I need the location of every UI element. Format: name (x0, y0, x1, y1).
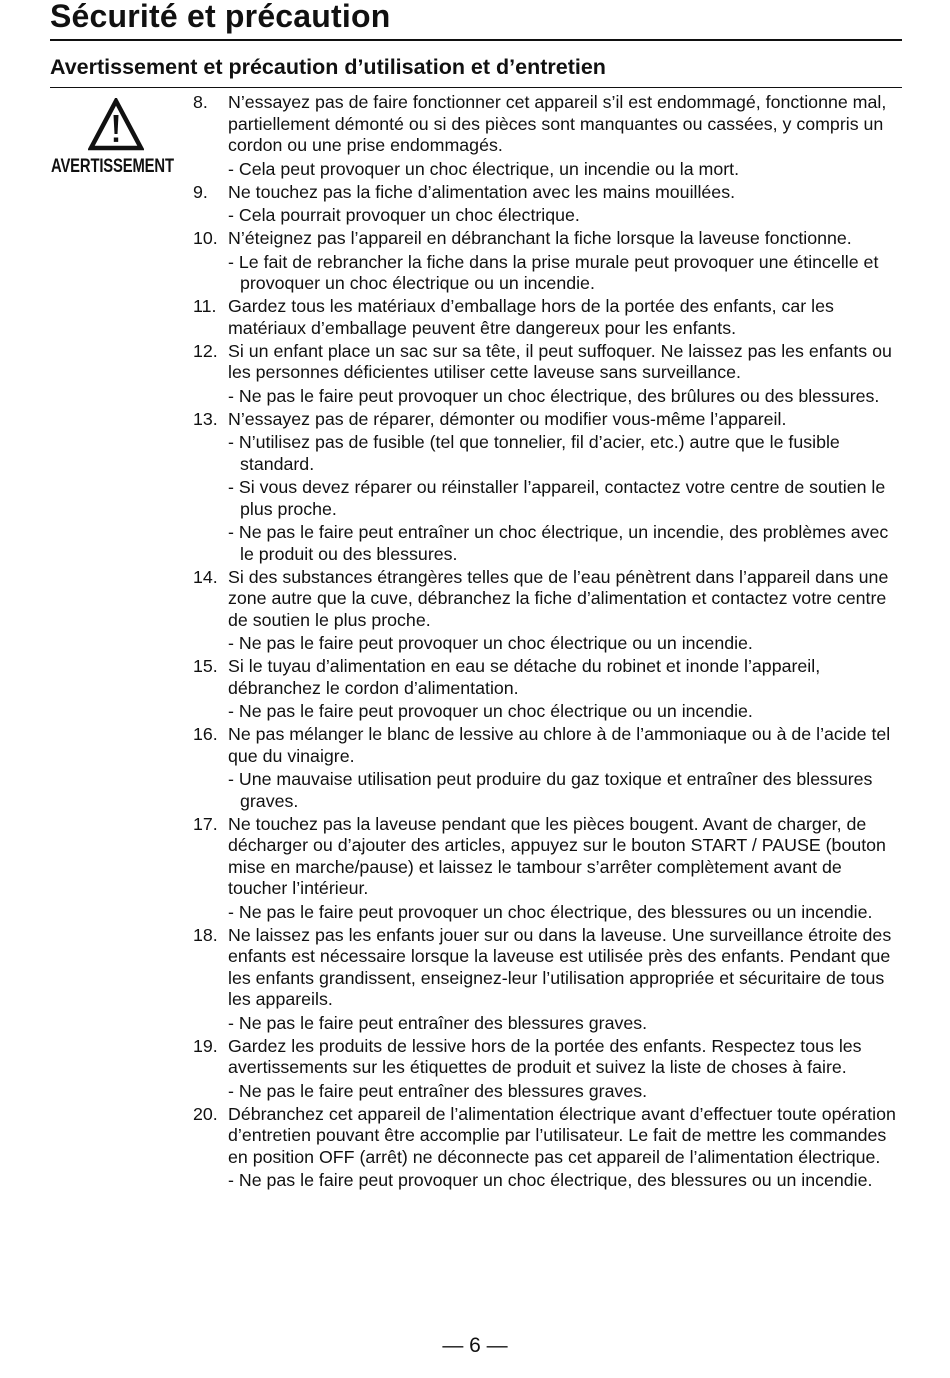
warning-label: AVERTISSEMENT (51, 156, 174, 177)
item-number: 16. (193, 724, 218, 744)
item-text: N’éteignez pas l’appareil en débranchant la fiche lorsque la laveuse fonctionne. (228, 228, 852, 248)
item-number: 13. (193, 408, 218, 429)
item-note: - N’utilisez pas de fusible (tel que tonnelier, fil d’acier, etc.) autre que le fusible standard. (228, 432, 840, 474)
item-note: - Ne pas le faire peut provoquer un choc électrique, des blessures ou un incendie. (228, 1170, 873, 1190)
list-item (193, 724, 905, 812)
item-number: 20. (193, 1103, 218, 1124)
item-text: Si un enfant place un sac sur sa tête, il peut suffoquer. Ne laissez pas les enfants ou les personnes déficientes utiliser cette laveuse sans surveillance. (228, 340, 892, 382)
page-title: Sécurité et précaution (50, 0, 391, 34)
item-text: Si le tuyau d’alimentation en eau se détache du robinet et inonde l’appareil, débranchez le cordon d’alimentation. (228, 656, 821, 698)
list-item (193, 296, 905, 339)
item-note: - Ne pas le faire peut provoquer un choc électrique ou un incendie. (228, 633, 753, 653)
list-item (193, 567, 905, 655)
list-item (193, 92, 905, 180)
item-number: 11. (193, 296, 217, 316)
item-note: - Le fait de rebrancher la fiche dans la prise murale peut provoquer une étincelle et provoquer un choc électrique ou un incendie. (228, 251, 879, 293)
item-number: 18. (193, 924, 218, 945)
item-number: 15. (193, 656, 218, 676)
list-item (193, 1104, 905, 1192)
item-note: - Une mauvaise utilisation peut produire du gaz toxique et entraîner des blessures graves. (228, 769, 873, 811)
list-item (193, 1036, 905, 1103)
item-note: - Si vous devez réparer ou réinstaller l’appareil, contactez votre centre de soutien le plus proche. (228, 477, 886, 519)
item-number: 19. (193, 1035, 218, 1056)
item-note: - Cela pourrait provoquer un choc électrique. (228, 205, 580, 225)
title-rule (50, 39, 902, 41)
item-text: Gardez les produits de lessive hors de la portée des enfants. Respectez tous les avertissements sur les étiquettes de produit et suivez la liste de choses à faire. (228, 1035, 862, 1077)
item-text: Si des substances étrangères telles que de l’eau pénètrent dans l’appareil dans une zone autre que la cuve, débranchez la fiche d’alimentation et contactez votre centre de soutien le plus proche. (228, 566, 889, 630)
item-number: 10. (193, 228, 218, 248)
page-number: — 6 — (442, 1334, 508, 1357)
item-text: N’essayez pas de faire fonctionner cet appareil s’il est endommagé, fonctionne mal, partiellement démonté ou si des pièces sont manquantes ou cassées, y compris un cordon ou une prise endommagés. (228, 92, 887, 155)
item-note: - Ne pas le faire peut entraîner des blessures graves. (228, 1012, 648, 1033)
item-note: - Ne pas le faire peut entraîner un choc électrique, un incendie, des problèmes avec le produit ou des blessures. (228, 522, 889, 564)
warning-triangle-icon (88, 98, 144, 152)
item-number: 9. (193, 181, 208, 202)
item-text: Ne touchez pas la laveuse pendant que les pièces bougent. Avant de charger, de décharger ou d’ajouter des articles, appuyez sur le bouton START / PAUSE (bouton mise en marche/pause) et laissez le tambour s’arrêter complètement avant de toucher l’intérieur. (228, 813, 886, 898)
item-text: Débranchez cet appareil de l’alimentation électrique avant d’effectuer toute opération d’entretien pouvant être accomplie par l’utilisateur. Le fait de mettre les commandes en position OFF (arrêt) ne déconnecte pas cet appareil de l’alimentation électrique. (228, 1103, 896, 1167)
item-text: Gardez tous les matériaux d’emballage hors de la portée des enfants, car les matériaux d’emballage peuvent être dangereux pour les enfants. (228, 296, 834, 338)
list-item (193, 341, 905, 408)
item-note: - Ne pas le faire peut provoquer un choc électrique, des brûlures ou des blessures. (228, 385, 880, 406)
list-item (193, 656, 905, 723)
item-number: 8. (193, 92, 208, 112)
item-text: N’essayez pas de réparer, démonter ou modifier vous-même l’appareil. (228, 408, 787, 429)
list-item (193, 814, 905, 924)
list-item (193, 925, 905, 1035)
list-item (193, 409, 905, 566)
item-note: - Ne pas le faire peut provoquer un choc électrique ou un incendie. (228, 701, 753, 721)
item-note: - Cela peut provoquer un choc électrique, un incendie ou la mort. (228, 158, 740, 179)
item-note: - Ne pas le faire peut entraîner des blessures graves. (228, 1080, 648, 1101)
item-text: Ne laissez pas les enfants jouer sur ou dans la laveuse. Une surveillance étroite des enfants est nécessaire lorsque la laveuse est utilisée près des enfants. Pendant que les enfants grandissent, enseignez-leur l’utilisation appropriée et sécuritaire de tous les appareils. (228, 924, 892, 1009)
item-number: 12. (193, 340, 218, 361)
warning-list (193, 92, 905, 1193)
item-number: 17. (193, 813, 218, 834)
section-title: Avertissement et précaution d’utilisation et d’entretien (50, 55, 606, 79)
item-note: - Ne pas le faire peut provoquer un choc électrique, des blessures ou un incendie. (228, 901, 873, 922)
item-number: 14. (193, 566, 218, 587)
list-item (193, 182, 905, 227)
list-item (193, 228, 905, 295)
item-text: Ne touchez pas la fiche d’alimentation avec les mains mouillées. (228, 181, 736, 202)
item-text: Ne pas mélanger le blanc de lessive au chlore à de l’ammoniaque ou à de l’acide tel que du vinaigre. (228, 724, 891, 766)
section-rule (50, 87, 902, 88)
